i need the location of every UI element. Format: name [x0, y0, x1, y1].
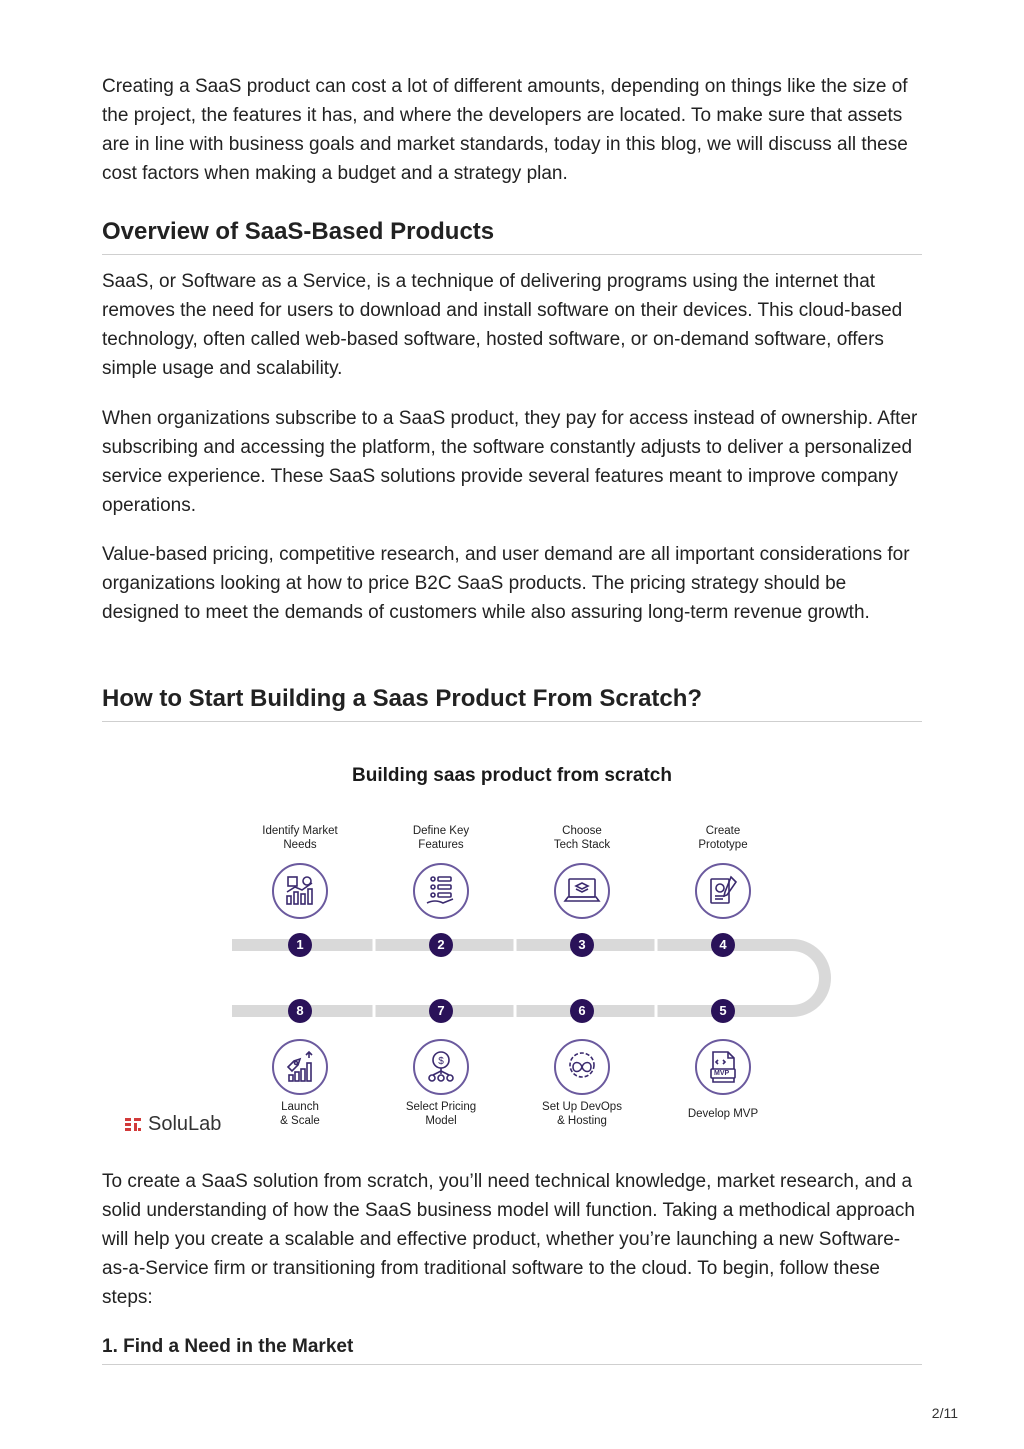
step-8-label — [245, 1100, 355, 1128]
solulab-logo-text: SoluLab — [148, 1113, 222, 1135]
figure-title: Building saas product from scratch — [352, 765, 672, 786]
mvp-icon-text: MVP — [714, 1070, 730, 1077]
step-7-label-line1: Select Pricing — [405, 1101, 477, 1113]
section-heading-building: How to Start Building a Saas Product From Scratch? — [102, 683, 922, 722]
step-2-number: 2 — [429, 933, 453, 957]
prototype-icon — [695, 863, 751, 919]
step-3-label-line1: Choose — [562, 825, 602, 837]
section-heading-overview: Overview of SaaS-Based Products — [102, 216, 922, 255]
step-8-label-line2: & Scale — [280, 1115, 320, 1127]
step-5-label — [668, 1107, 778, 1121]
pricing-coin-icon — [413, 1039, 469, 1095]
step-6-label-line2: & Hosting — [557, 1115, 607, 1127]
step-2-label — [386, 824, 496, 852]
step-7-label-line2: Model — [425, 1115, 457, 1127]
step-7-number: 7 — [429, 999, 453, 1023]
step-1-label-line1: Identify Market — [262, 825, 338, 837]
step-4-number: 4 — [711, 933, 735, 957]
overview-paragraph-3: Value-based pricing, competitive research, and user demand are all important considerations for organizations looking at how to price B2C SaaS products. The pricing strategy should be designed to meet the demands of customers while also assuring long-term revenue growth. — [102, 544, 910, 623]
step-4-label-line2: Prototype — [698, 839, 748, 851]
mvp-document-icon — [695, 1039, 751, 1095]
step-5-label-line1: Develop MVP — [687, 1108, 759, 1120]
step-5-number: 5 — [711, 999, 735, 1023]
roadmap-figure — [102, 755, 922, 1155]
step-2-label-line1: Define Key — [412, 825, 470, 837]
solulab-logo — [124, 1113, 221, 1136]
step-6-number: 6 — [570, 999, 594, 1023]
building-paragraph: To create a SaaS solution from scratch, you’ll need technical knowledge, market research, and a solid understanding of how the SaaS business model will function. Taking a methodical approach will help you create a scalable and effective product, whether you’re launching a new Software-as-a-Service firm or transitioning from traditional software to the cloud. To begin, follow these steps: — [102, 1171, 915, 1308]
step-6-label-line1: Set Up DevOps — [542, 1101, 622, 1113]
subheading-find-need: 1. Find a Need in the Market — [102, 1334, 922, 1365]
svg-text:$: $ — [438, 1056, 444, 1067]
step-1-label — [245, 824, 355, 852]
step-4-label-line1: Create — [705, 825, 741, 837]
step-8-number: 8 — [288, 999, 312, 1023]
step-3-label — [527, 824, 637, 852]
roadmap-track — [102, 755, 922, 1155]
step-1-number: 1 — [288, 933, 312, 957]
step-3-number: 3 — [570, 933, 594, 957]
devops-gear-icon — [554, 1039, 610, 1095]
market-chart-icon — [272, 863, 328, 919]
intro-paragraph: Creating a SaaS product can cost a lot of different amounts, depending on things like the size of the project, the features it has, and where the developers are located. To make sure that assets are in line with business goals and market standards, today in this blog, we will discuss all these cost factors when making a budget and a strategy plan. — [102, 76, 908, 184]
overview-paragraph-1: SaaS, or Software as a Service, is a technique of delivering programs using the internet that removes the need for users to download and install software on their devices. This cloud-based technology, often called web-based software, hosted software, or on-demand software, offers simple usage and scalability. — [102, 271, 903, 379]
step-3-label-line2: Tech Stack — [553, 839, 611, 851]
step-7-label — [386, 1100, 496, 1128]
laptop-stack-icon — [554, 863, 610, 919]
feature-list-icon — [413, 863, 469, 919]
solulab-logo-icon — [124, 1116, 142, 1134]
step-4-label — [668, 824, 778, 852]
page-number: 2/11 — [931, 1405, 958, 1421]
step-1-label-line2: Needs — [283, 839, 317, 851]
step-6-label — [527, 1100, 637, 1128]
overview-paragraph-2: When organizations subscribe to a SaaS product, they pay for access instead of ownership. After subscribing and accessing the platform, the software constantly adjusts to deliver a personalized service experience. These SaaS solutions provide several features meant to improve company operations. — [102, 408, 918, 516]
rocket-growth-icon — [272, 1039, 328, 1095]
step-2-label-line2: Features — [418, 839, 464, 851]
step-8-label-line1: Launch — [281, 1101, 319, 1113]
